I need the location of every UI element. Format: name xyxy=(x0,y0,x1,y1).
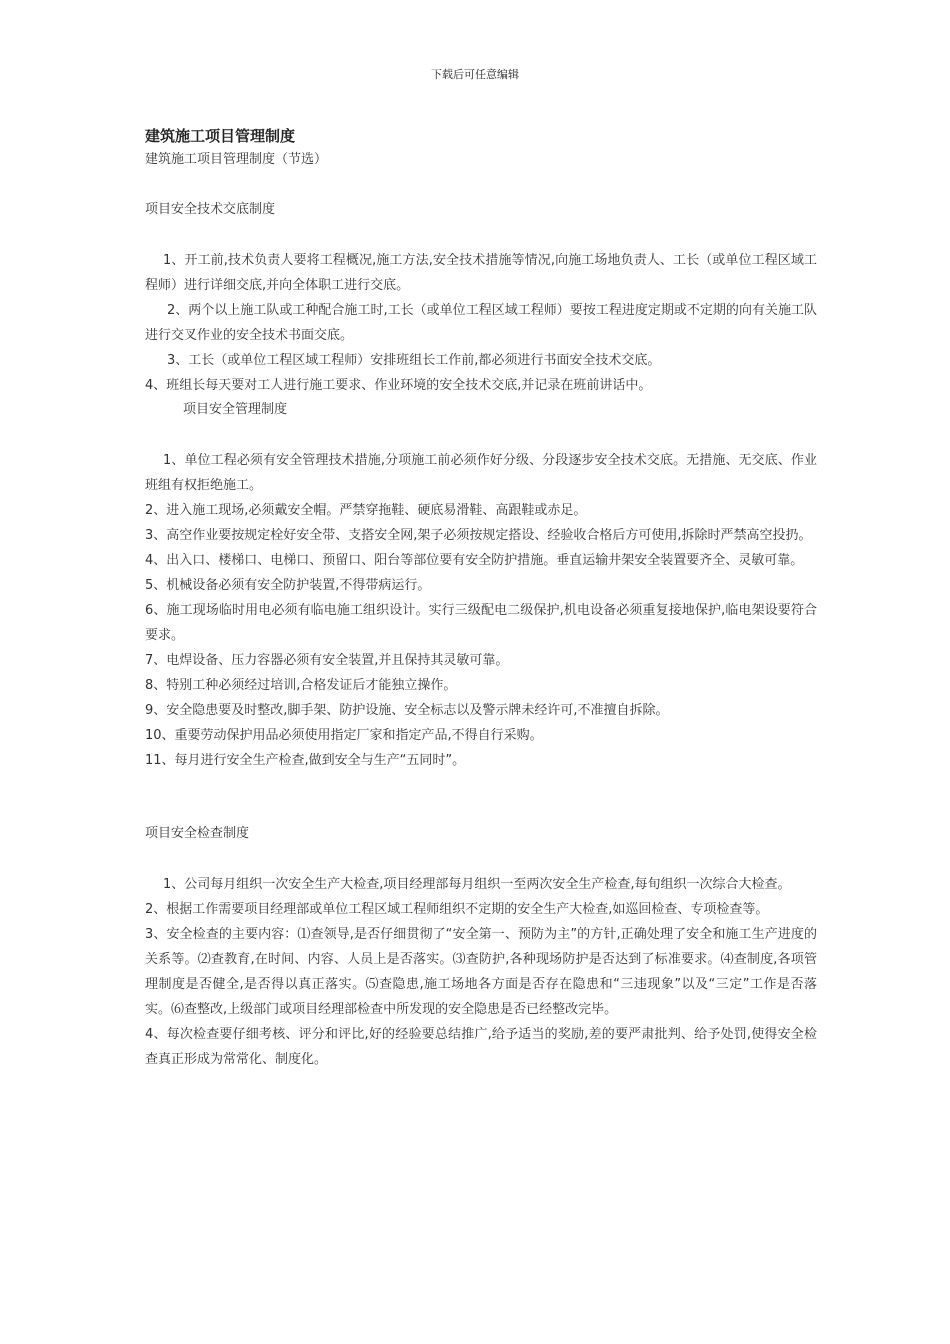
list-item: 1、公司每月组织一次安全生产大检查,项目经理部每月组织一至两次安全生产检查,每旬组织一次综合大检查。 xyxy=(163,877,791,892)
list-item: 4、每次检查要仔细考核、评分和评比,好的经验要总结推广,给予适当的奖励,差的要严肃批判、给予处罚,使得安全检查真正形成为常常化、制度化。 xyxy=(145,1027,817,1067)
section-title: 项目安全技术交底制度 xyxy=(145,202,276,217)
document-subtitle: 建筑施工项目管理制度（节选） xyxy=(145,152,328,167)
list-item: 3、安全检查的主要内容：⑴查领导,是否仔细贯彻了“安全第一、预防为主”的方针,正确处理了安全和施工生产进度的关系等。⑵查教育,在时间、内容、人员上是否落实。⑶查防护,各种现场防护是否达到了标准要求。⑷查制度,各项管理制度是否健全,是否得以真正落实。⑸查隐患,施工场地各方面是否存在隐患和“三违现象”以及“三定”工作是否落实。⑹查整改,上级部门或项目经理部检查中所发现的安全隐患是否已经整改完毕。 xyxy=(145,927,817,1017)
document-title: 建筑施工项目管理制度 xyxy=(145,127,296,145)
header-note: 下载后可任意编辑 xyxy=(431,68,519,81)
list-item: 3、工长（或单位工程区域工程师）安排班组长工作前,都必须进行书面安全技术交底。 xyxy=(167,353,661,368)
list-item: 7、电焊设备、压力容器必须有安全装置,并且保持其灵敏可靠。 xyxy=(145,653,509,668)
section-safety-inspection xyxy=(145,822,817,1072)
list-item: 2、根据工作需要项目经理部或单位工程区域工程师组织不定期的安全生产大检查,如巡回检查、专项检查等。 xyxy=(145,902,769,917)
section-safety-management xyxy=(145,398,817,773)
list-item: 1、开工前,技术负责人要将工程概况,施工方法,安全技术措施等情况,向施工场地负责人、工长（或单位工程区域工程师）进行详细交底,并向全体职工进行交底。 xyxy=(145,253,817,293)
list-item: 2、进入施工现场,必须戴安全帽。严禁穿拖鞋、硬底易滑鞋、高跟鞋或赤足。 xyxy=(145,503,587,518)
section-safety-briefing xyxy=(145,198,817,398)
list-item: 4、班组长每天要对工人进行施工要求、作业环境的安全技术交底,并记录在班前讲话中。 xyxy=(145,378,652,393)
list-item: 5、机械设备必须有安全防护装置,不得带病运行。 xyxy=(145,578,431,593)
list-item: 9、安全隐患要及时整改,脚手架、防护设施、安全标志以及警示牌未经许可,不准擅自拆除。 xyxy=(145,703,669,718)
list-item: 3、高空作业要按规定栓好安全带、支搭安全网,架子必须按规定搭设、经验收合格后方可使用,拆除时严禁高空投扔。 xyxy=(145,528,812,543)
list-item: 2、两个以上施工队或工种配合施工时,工长（或单位工程区域工程师）要按工程进度定期或不定期的向有关施工队进行交叉作业的安全技术书面交底。 xyxy=(145,303,817,343)
document-body xyxy=(145,124,817,1072)
section-title: 项目安全管理制度 xyxy=(183,402,288,417)
list-item: 4、出入口、楼梯口、电梯口、预留口、阳台等部位要有安全防护措施。垂直运输井架安全装置要齐全、灵敏可靠。 xyxy=(145,553,804,568)
list-item: 1、单位工程必须有安全管理技术措施,分项施工前必须作好分级、分段逐步安全技术交底。无措施、无交底、作业班组有权拒绝施工。 xyxy=(145,453,817,493)
list-item: 6、施工现场临时用电必须有临电施工组织设计。实行三级配电二级保护,机电设备必须重复接地保护,临电架设要符合要求。 xyxy=(145,603,817,643)
section-title: 项目安全检查制度 xyxy=(145,826,250,841)
list-item: 11、每月进行安全生产检查,做到安全与生产“五同时”。 xyxy=(145,753,466,768)
list-item: 8、特别工种必须经过培训,合格发证后才能独立操作。 xyxy=(145,678,457,693)
list-item: 10、重要劳动保护用品必须使用指定厂家和指定产品,不得自行采购。 xyxy=(145,728,543,743)
